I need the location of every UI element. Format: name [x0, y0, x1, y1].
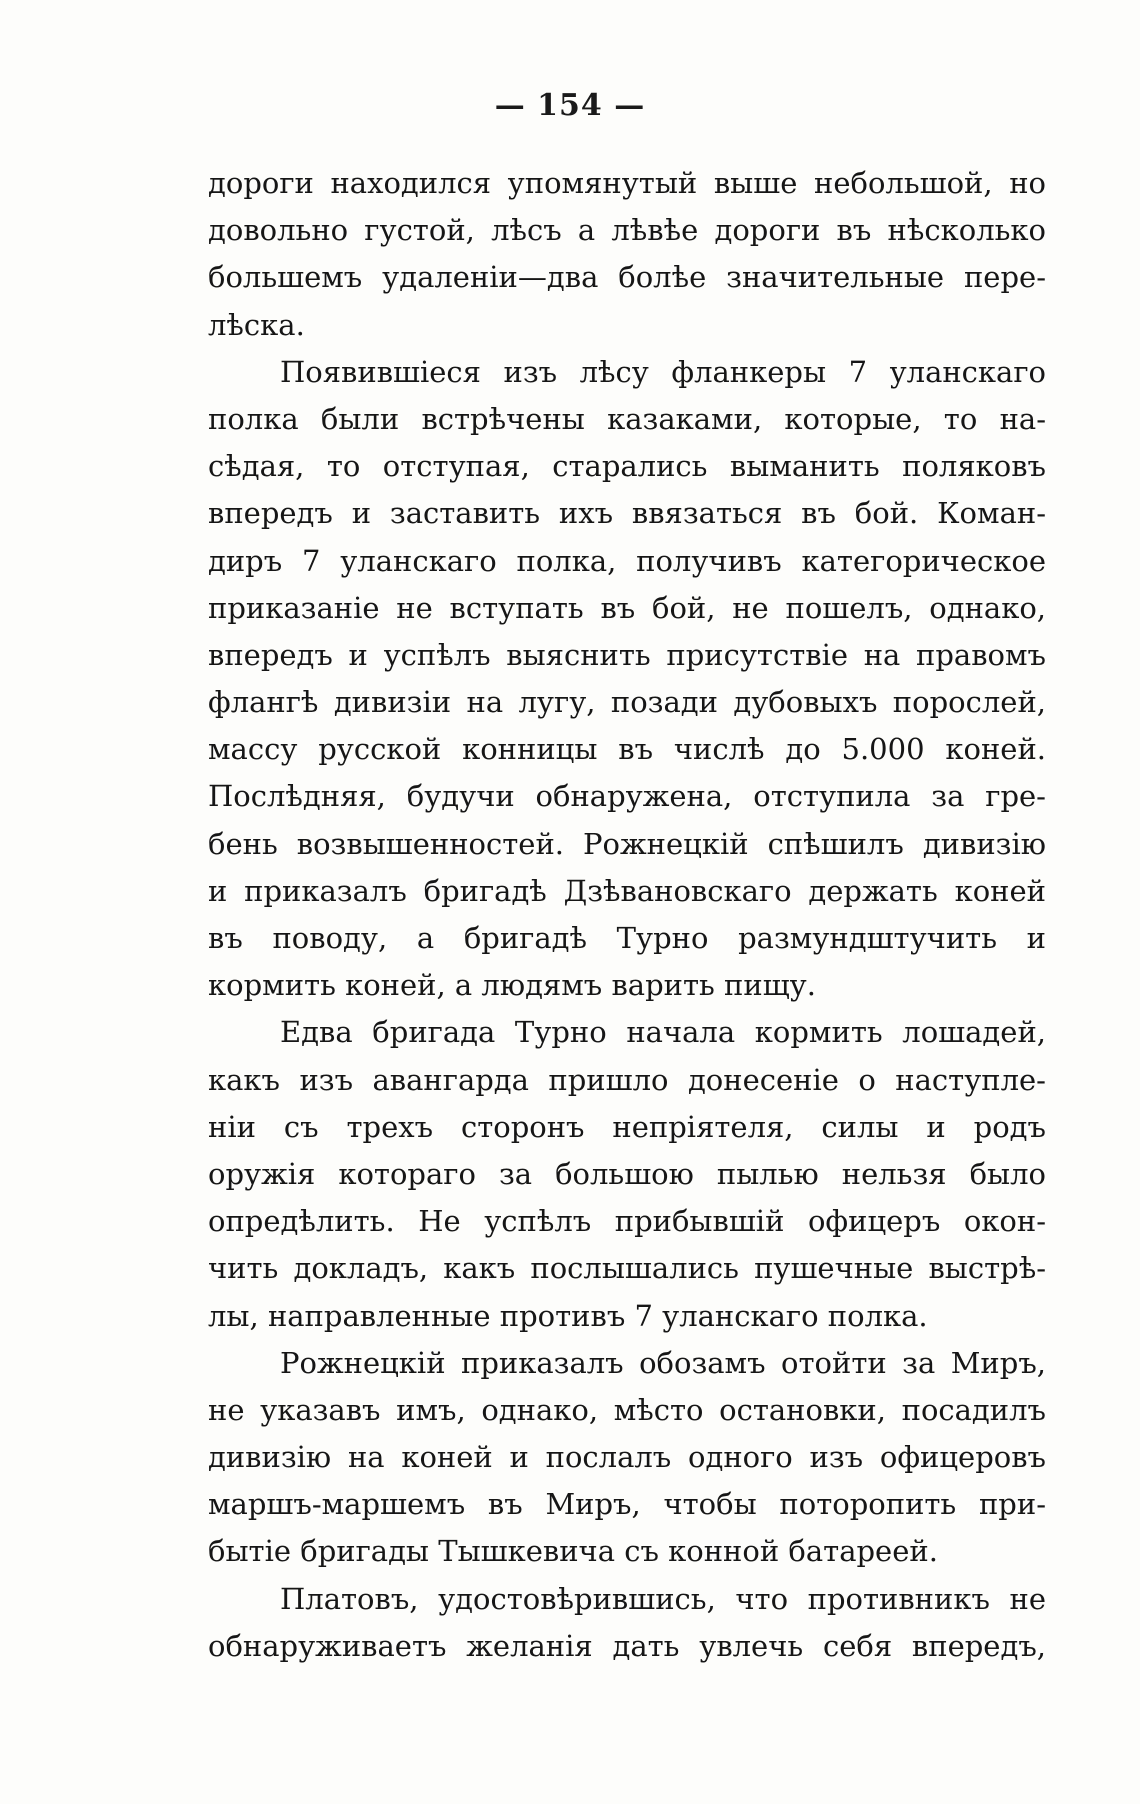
- page-number: — 154 —: [494, 88, 646, 123]
- text-line: Платовъ, удостовѣрившись, что противникъ не: [280, 1581, 1046, 1616]
- text-line: бень возвышенностей. Рожнецкій спѣшилъ дивизію: [208, 826, 1046, 861]
- text-line: впередъ и заставить ихъ ввязаться въ бой. Коман-: [208, 496, 1046, 531]
- text-line: дивизію на коней и послалъ одного изъ офицеровъ: [208, 1440, 1046, 1475]
- text-line: сѣдая, то отступая, старались выманить поляковъ: [208, 449, 1046, 484]
- text-line: лы, направленные противъ 7 уланскаго полка.: [208, 1298, 928, 1333]
- text-line: впередъ и успѣлъ выяснить присутствіе на правомъ: [208, 637, 1046, 672]
- text-line: лѣска.: [208, 307, 305, 342]
- text-line: обнаруживаетъ желанія дать увлечь себя впередъ,: [208, 1628, 1046, 1663]
- text-line: маршъ-маршемъ въ Миръ, чтобы поторопить при-: [208, 1487, 1046, 1522]
- text-line: дороги находился упомянутый выше небольшой, но: [208, 166, 1046, 200]
- text-line: полка были встрѣчены казаками, которые, то на-: [208, 401, 1046, 436]
- text-line: опредѣлить. Не успѣлъ прибывшій офицеръ окон-: [208, 1204, 1046, 1239]
- text-line: оружія котораго за большою пылью нельзя было: [208, 1156, 1046, 1191]
- text-line: Едва бригада Турно начала кормить лошадей,: [280, 1015, 1046, 1050]
- text-line: бытіе бригады Тышкевича съ конной батареей.: [208, 1534, 938, 1569]
- text-line: кормить коней, а людямъ варить пищу.: [208, 968, 816, 1003]
- text-line: большемъ удаленіи—два болѣе значительные пере-: [208, 260, 1046, 295]
- text-line: какъ изъ авангарда пришло донесеніе о наступле-: [208, 1062, 1046, 1097]
- text-line: приказаніе не вступать въ бой, не пошелъ, однако,: [208, 590, 1046, 625]
- text-line: Рожнецкій приказалъ обозамъ отойти за Миръ,: [280, 1345, 1046, 1380]
- text-line: въ поводу, а бригадѣ Турно размундштучить и: [208, 921, 1046, 955]
- text-line: Появившіеся изъ лѣсу фланкеры 7 уланскаго: [280, 354, 1046, 389]
- text-line: ніи съ трехъ сторонъ непріятеля, силы и родъ: [208, 1109, 1046, 1144]
- text-line: Послѣдняя, будучи обнаружена, отступила за гре-: [208, 779, 1046, 814]
- text-line: чить докладъ, какъ послышались пушечные выстрѣ-: [208, 1251, 1046, 1286]
- text-line: не указавъ имъ, однако, мѣсто остановки, посадилъ: [208, 1392, 1046, 1427]
- text-line: довольно густой, лѣсъ а лѣвѣе дороги въ нѣсколько: [208, 213, 1046, 248]
- text-line: диръ 7 уланскаго полка, получивъ категорическое: [208, 543, 1046, 578]
- text-line: массу русской конницы въ числѣ до 5.000 коней.: [208, 732, 1046, 767]
- body-text: [208, 160, 1046, 1670]
- text-line: и приказалъ бригадѣ Дзѣвановскаго держать коней: [208, 873, 1046, 908]
- text-line: флангѣ дивизіи на лугу, позади дубовыхъ порослей,: [208, 685, 1046, 720]
